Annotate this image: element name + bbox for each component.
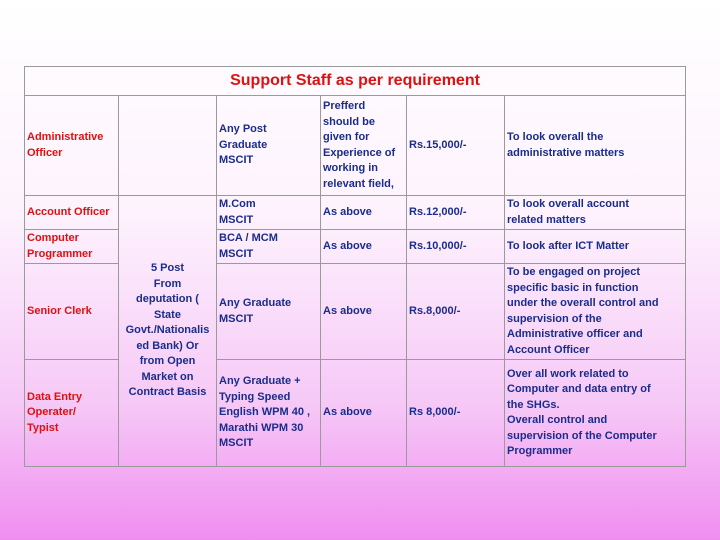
- qualification: Any Post Graduate MSCIT: [217, 96, 321, 196]
- salary: Rs 8,000/-: [407, 360, 505, 467]
- duties: Over all work related to Computer and data entry of the SHGs. Overall control and supervision of the Computer Programmer: [505, 360, 686, 467]
- qualification: BCA / MCM MSCIT: [217, 230, 321, 264]
- duties: To be engaged on project specific basic in function under the overall control and supervision of the Administrative officer and Account Officer: [505, 264, 686, 360]
- empty-cell: [119, 96, 217, 196]
- duties: To look after ICT Matter: [505, 230, 686, 264]
- post-name: Administrative Officer: [25, 96, 119, 196]
- salary: Rs.8,000/-: [407, 264, 505, 360]
- salary: Rs.12,000/-: [407, 196, 505, 230]
- experience: As above: [321, 196, 407, 230]
- experience: Prefferd should be given for Experience of working in relevant field,: [321, 96, 407, 196]
- duties: To look overall the administrative matters: [505, 96, 686, 196]
- post-name: Data Entry Operater/ Typist: [25, 360, 119, 467]
- post-name: Senior Clerk: [25, 264, 119, 360]
- posts-note: 5 Post From deputation ( State Govt./Nationalis ed Bank) Or from Open Market on Contract Basis: [119, 196, 217, 467]
- support-staff-table: [24, 66, 686, 467]
- qualification: Any Graduate MSCIT: [217, 264, 321, 360]
- post-name: Account Officer: [25, 196, 119, 230]
- salary: Rs.10,000/-: [407, 230, 505, 264]
- experience: As above: [321, 360, 407, 467]
- table-title-row: [25, 67, 686, 96]
- table-row: [25, 196, 686, 230]
- experience: As above: [321, 264, 407, 360]
- post-name: Computer Programmer: [25, 230, 119, 264]
- experience: As above: [321, 230, 407, 264]
- duties: To look overall account related matters: [505, 196, 686, 230]
- salary: Rs.15,000/-: [407, 96, 505, 196]
- table-title: Support Staff as per requirement: [25, 67, 686, 96]
- qualification: Any Graduate + Typing Speed English WPM 40 , Marathi WPM 30 MSCIT: [217, 360, 321, 467]
- table-row: [25, 96, 686, 196]
- qualification: M.Com MSCIT: [217, 196, 321, 230]
